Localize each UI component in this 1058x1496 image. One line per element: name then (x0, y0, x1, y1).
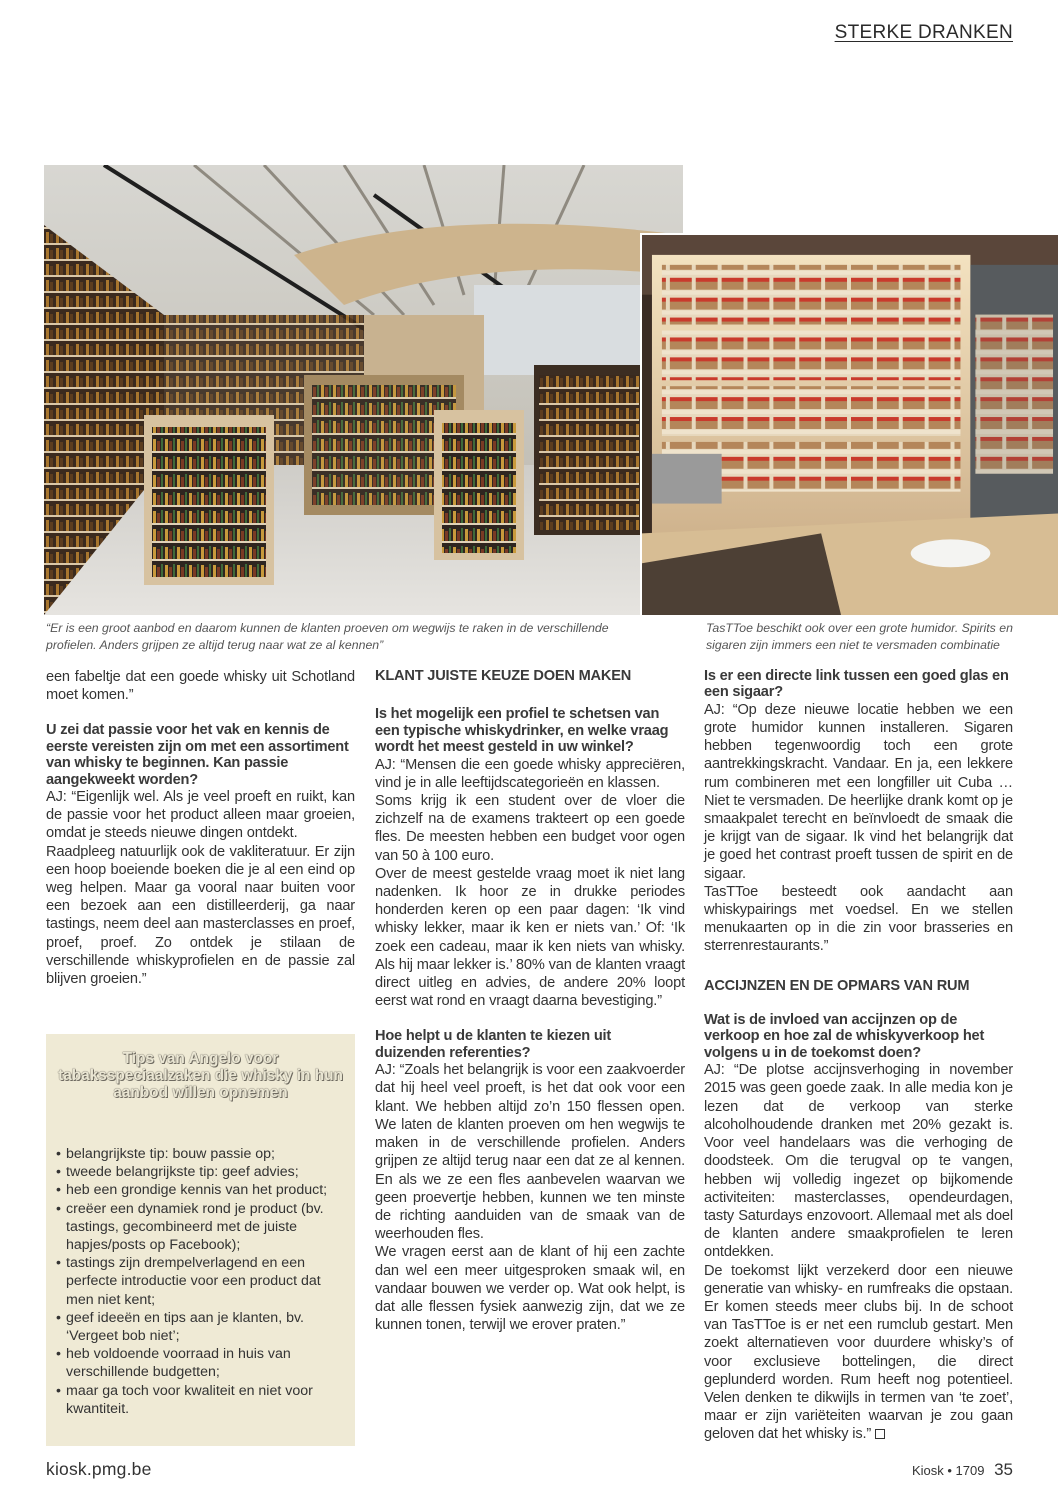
page-number: 35 (994, 1460, 1013, 1479)
list-item: • creëer een dynamiek rond je product (bv. tastings, gecombineerd met de juiste hapjes/posts op Facebook); (56, 1200, 324, 1254)
interview-question: U zei dat passie voor het vak en kennis de eerste vereisten zijn om met een assortiment van whisky te beginnen. Kan passie aangekweekt worden? (46, 722, 349, 788)
bullet-icon: • (56, 1382, 61, 1399)
bullet-icon: • (56, 1164, 61, 1181)
body-paragraph: TasTToe besteedt ook aandacht aan whiskypairings met voedsel. En we stellen menukaarten op in die zin voor brasseries en sterrenrestaurants.” (704, 883, 1013, 955)
bullet-icon: • (56, 1255, 61, 1272)
section-heading: ACCIJNZEN EN DE OPMARS VAN RUM (704, 977, 970, 994)
shop-interior-icon (44, 165, 683, 615)
body-paragraph: Raadpleeg natuurlijk ook de vakliteratuur. Er zijn een hoop boeiende boeken die je al een eind op weg helpen. Maar ga vooral naar buiten voor een bezoek aan een distilleerderij, ga naar tastings, neem deel aan masterclasses en proef, proef, proef. Zo ontdek je stilaan de verschillende whiskyprofielen en de passie zal blijven groeien.” (46, 843, 355, 988)
body-paragraph: Soms krijg ik een student over de vloer die zichzelf na de examens trakteert op een goede fles. De meesten hebben een budget voor ogen van 50 à 100 euro. (375, 793, 685, 864)
tips-box (46, 1034, 355, 1446)
list-item: • tweede belangrijkste tip: geef advies; (56, 1164, 299, 1181)
body-paragraph: De toekomst lijkt verzekerd door een nieuwe generatie van whisky- en rumfreaks die opstaan. Er komen steeds meer clubs bij. In de schoot van TasTToe is er net een rumclub gestart. Men zoekt alternatieven voor duurdere whisky’s of voor exclusieve bottelingen, die direct geplunderd worden. Rum heeft nog potentieel. Velen denken te dikwijls in termen van ‘te zoet’, maar er zijn variëteiten waarvan je zou gaan geloven dat het whisky is.” (704, 1262, 1013, 1443)
store-interior-photo (44, 165, 683, 615)
article-column-1 (46, 668, 355, 988)
body-paragraph: AJ: “De plotse accijnsverhoging in november 2015 was geen goede zaak. In alle media kon je lezen dat de verkoop van sterke alcoholhoudende dranken met 20% gezakt is. Voor veel handelaars was die verhoging de doodsteek. Om die terugval op te vangen, hebben wij volledig ingezet op bijkomende activiteiten: masterclasses, opendeurdagen, tasty Saturdays enzovoort. Allemaal met als doel de klanten andere smaakprofielen te leren ontdekken. (704, 1062, 1013, 1261)
issue-label: Kiosk • 1709 (911, 1463, 985, 1478)
body-paragraph: AJ: “Zoals het belangrijk is voor een zaakvoerder dat hij heel veel proeft, is het dat ook voor een klant. We hebben altijd zo’n 150 flessen open. We laten de klanten proeven om hen wegwijs te maken in de verschillende profielen. Anders grijpen ze altijd terug naar een dat ze al kennen. En als we ze een fles aanbevelen waarvan we geen proevertje hebben, kunnen we ten minste de richting aanduiden van de smaak van de weerhouden fles. (375, 1062, 685, 1243)
list-item: • tastings zijn drempelverlagend en een perfecte introductie voor een product dat men niet kent; (56, 1255, 321, 1308)
section-label: STERKE DRANKEN (834, 22, 1013, 43)
list-item: • belangrijkste tip: bouw passie op; (56, 1146, 275, 1162)
interview-question: Hoe helpt u de klanten te kiezen uit duizenden referenties? (375, 1028, 612, 1061)
end-mark-icon (875, 1429, 885, 1439)
bullet-icon: • (56, 1309, 61, 1326)
bullet-icon: • (56, 1182, 61, 1199)
article-column-3 (704, 668, 1013, 1444)
bullet-icon: • (56, 1146, 61, 1162)
body-paragraph: Over de meest gestelde vraag moet ik niet lang nadenken. Ik hoor ze in drukke periodes honderden keren op een paar dagen: ‘Ik vind whisky lekker, maar ik ken er niets van.’ Of: ‘Ik zoek een cadeau, maar ik ken niets van whisky. Als hij maar lekker is.’ 80% van de klanten vraagt direct uitleg en advies, de andere 20% loopt eerst wat rond en vraagt daarna bevestiging.” (375, 865, 685, 1010)
interview-question: Is er een directe link tussen een goed glas en een sigaar? (704, 668, 1009, 701)
article-column-2 (375, 668, 685, 1334)
list-item: • heb voldoende voorraad in huis van verschillende budgetten; (56, 1346, 291, 1381)
interview-question: Is het mogelijk een profiel te schetsen van een typische whiskydrinker, en welke vraag wordt het meest gesteld in uw winkel? (375, 706, 669, 756)
body-paragraph: We vragen eerst aan de klant of hij een zachte dan wel een meer uitgesproken smaak wil, en vandaar bouwen we verder op. Wat ook helpt, is dat alle flessen fysiek aanwezig zijn, dat we ze kunnen tonen, terwijl we erover praten.” (375, 1244, 685, 1334)
list-item: • geef ideeën en tips aan je klanten, bv. ‘Vergeet bob niet’; (56, 1309, 304, 1345)
interview-question: Wat is de invloed van accijnzen op de verkoop en hoe zal de whiskyverkoop het volgens u in de toekomst doen? (704, 1012, 985, 1061)
humidor-photo (640, 233, 1058, 615)
tips-title: Tips van Angelo voor tabaksspeciaalzaken die whisky in hun aanbod willen opnemen (58, 1050, 343, 1101)
bullet-icon: • (56, 1200, 61, 1217)
store-photo-caption: “Er is een groot aanbod en daarom kunnen de klanten proeven om wegwijs te raken in de verschillende profielen. Anders grijpen ze altijd terug naar wat ze al kennen” (46, 621, 609, 652)
list-item: • maar ga toch voor kwaliteit en niet voor kwantiteit. (56, 1382, 313, 1417)
humidor-icon (642, 235, 1058, 615)
footer-website[interactable]: kiosk.pmg.be (46, 1459, 152, 1479)
footer-issue (912, 1460, 1013, 1480)
body-paragraph: AJ: “Mensen die een goede whisky appreciëren, vind je in alle leeftijdscategorieën en klassen. (375, 756, 685, 791)
list-item: • heb een grondige kennis van het product; (56, 1182, 328, 1199)
section-heading: KLANT JUISTE KEUZE DOEN MAKEN (375, 668, 632, 684)
humidor-photo-caption: TasTToe beschikt ook over een grote humidor. Spirits en sigaren zijn immers een niet te versmaden combinatie (706, 621, 1013, 652)
bullet-icon: • (56, 1346, 61, 1363)
body-paragraph: AJ: “Op deze nieuwe locatie hebben we een grote humidor kunnen installeren. Sigaren hebben tegenwoordig toch een grote aantrekkingskracht. Vandaar. En ja, een lekkere rum combineren met een longfiller uit Cuba … Niet te versmaden. De heerlijke drank komt op je smaakpalet terecht en beïnvloedt de smaak die je krijgt van de sigaar. Ik vind het belangrijk dat je goed het contrast proeft tussen de spirit en de sigaar. (704, 701, 1013, 882)
body-paragraph: AJ: “Eigenlijk wel. Als je veel proeft en ruikt, kan de passie voor het product alleen maar groeien, omdat je steeds nieuwe dingen ontdekt. (46, 789, 355, 842)
body-paragraph: een fabeltje dat een goede whisky uit Schotland moet komen.” (46, 669, 355, 704)
tips-list (56, 1145, 345, 1418)
